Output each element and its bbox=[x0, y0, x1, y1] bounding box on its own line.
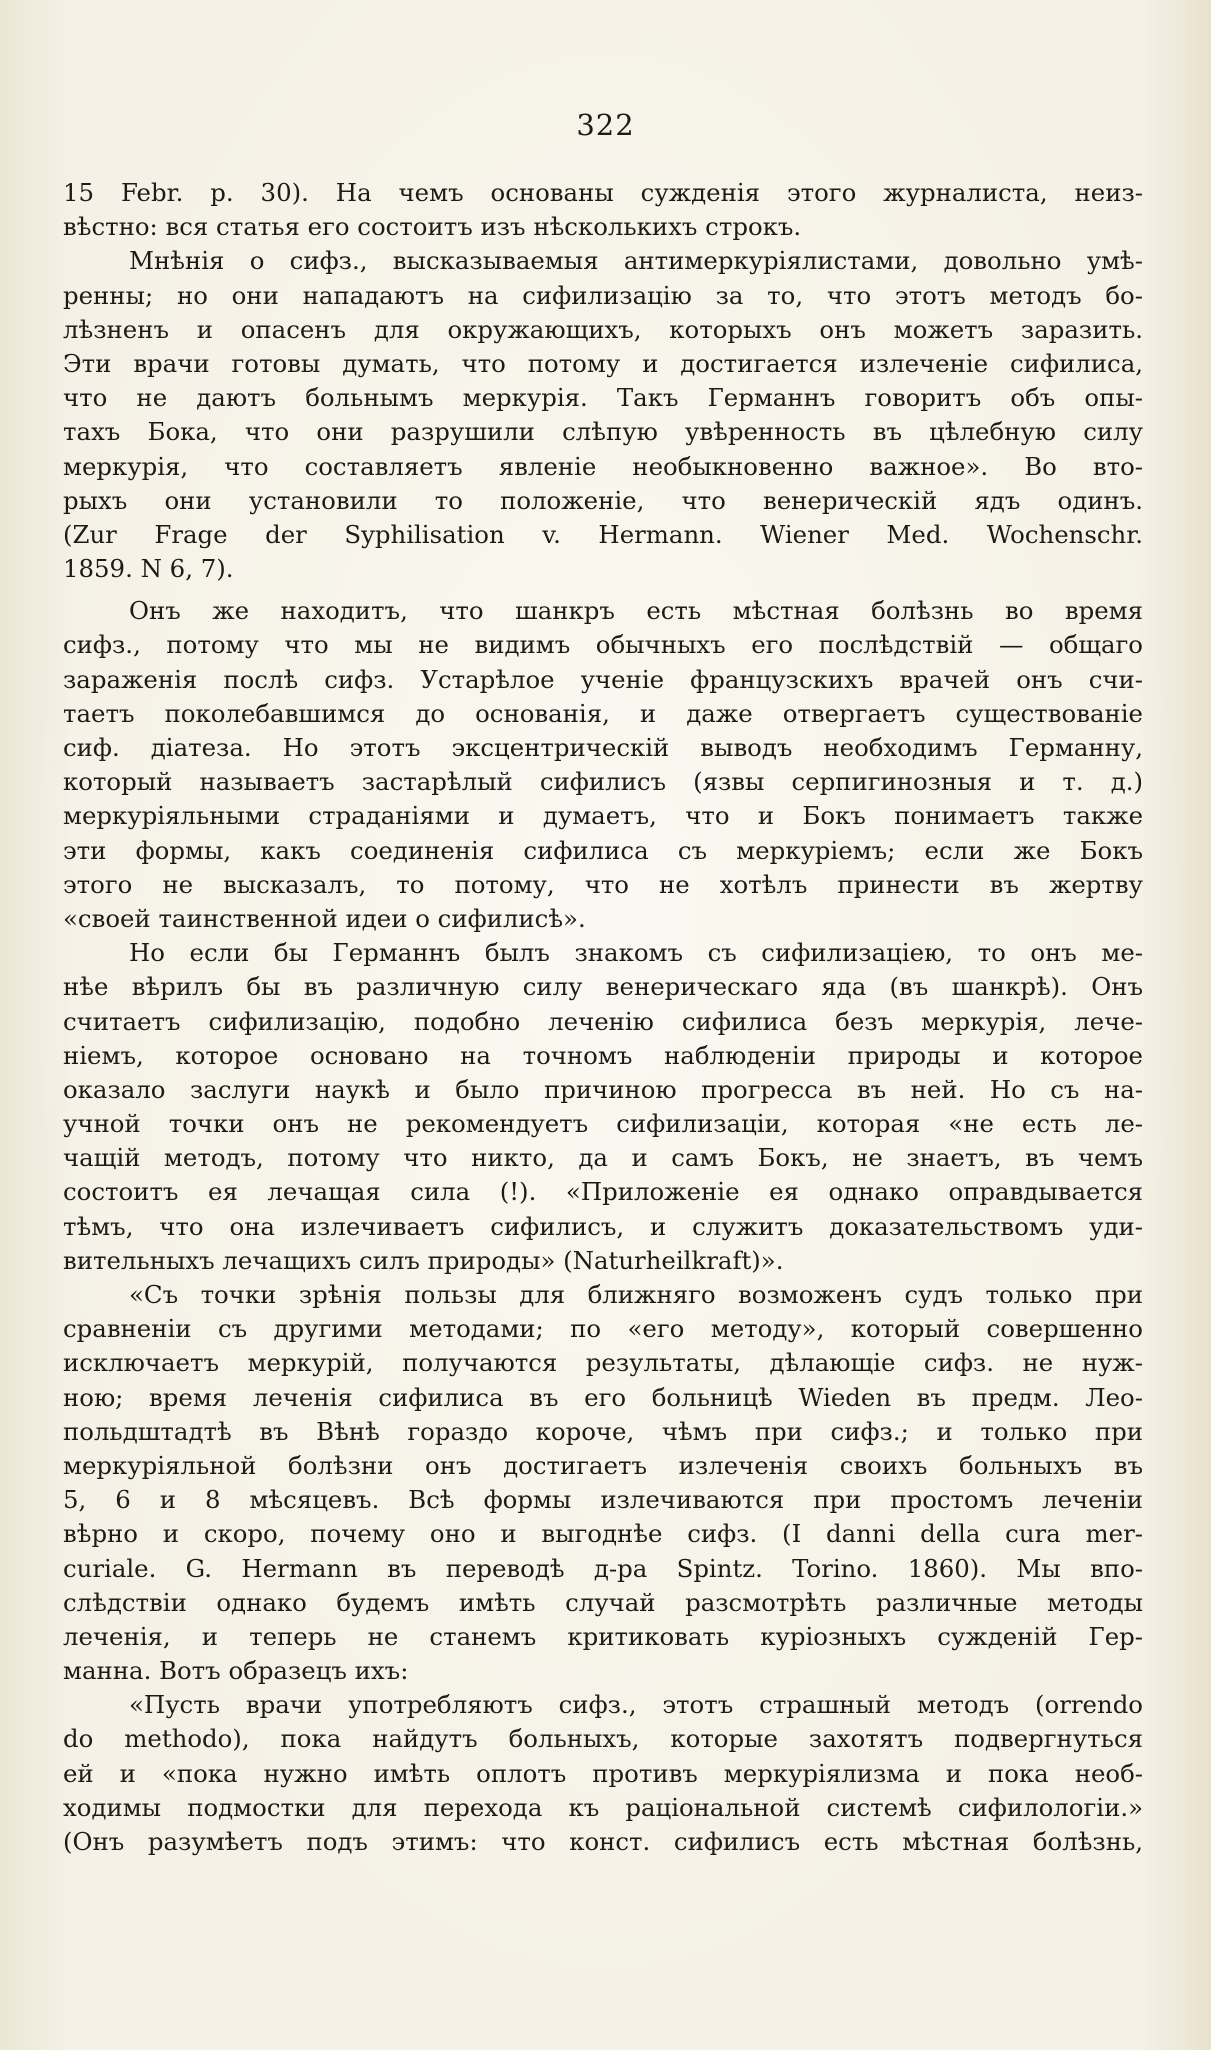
text-line: ніемъ, которое основано на точномъ наблюденіи природы и которое bbox=[63, 1040, 1143, 1070]
text-line: вительныхъ лечащихъ силъ природы» (Naturheilkraft)». bbox=[63, 1245, 784, 1275]
text-line: зараженія послѣ сифз. Устарѣлое ученіе французскихъ врачей онъ счи- bbox=[63, 664, 1143, 694]
text-line: польдштадтѣ въ Вѣнѣ гораздо короче, чѣмъ при сифз.; и только при bbox=[63, 1416, 1143, 1446]
text-line: ей и «пока нужно имѣть оплотъ противъ меркуріялизма и пока необ- bbox=[63, 1758, 1143, 1788]
paragraph-start-line: «Съ точки зрѣнія пользы для ближняго возможенъ судъ только при bbox=[129, 1280, 1143, 1309]
text-line: curiale. G. Hermann въ переводѣ д-ра Spintz. Torino. 1860). Мы впо- bbox=[63, 1553, 1143, 1583]
text-line: ренны; но они нападаютъ на сифилизацію за то, что этотъ методъ бо- bbox=[63, 280, 1143, 310]
text-line: эти формы, какъ соединенія сифилиса съ меркуріемъ; если же Бокъ bbox=[63, 835, 1143, 865]
text-line: 1859. N 6, 7). bbox=[63, 554, 234, 584]
text-line: сиф. діатеза. Но этотъ эксцентрическій выводъ необходимъ Германну, bbox=[63, 733, 1143, 762]
text-line: (Онъ разумѣетъ подъ этимъ: что конст. сифилисъ есть мѣстная болѣзнь, bbox=[63, 1827, 1143, 1856]
text-line: этого не высказалъ, то потому, что не хотѣлъ принести въ жертву bbox=[63, 869, 1143, 899]
text-line: чащій методъ, потому что никто, да и самъ Бокъ, не знаетъ, въ чемъ bbox=[63, 1143, 1143, 1173]
text-line: состоитъ ея лечащая сила (!). «Приложеніе ея однако оправдывается bbox=[63, 1177, 1143, 1207]
text-line: ходимы подмостки для перехода къ раціональной системѣ сифилологіи.» bbox=[63, 1792, 1143, 1822]
text-line: таетъ поколебавшимся до основанія, и даже отвергаетъ существованіе bbox=[63, 698, 1143, 728]
paragraph-start-line: Онъ же находитъ, что шанкръ есть мѣстная болѣзнь во время bbox=[129, 596, 1143, 626]
text-line: который называетъ застарѣлый сифилисъ (язвы серпигинозныя и т. д.) bbox=[63, 767, 1143, 797]
text-line: рыхъ они установили то положеніе, что венерическій ядъ одинъ. bbox=[63, 485, 1143, 515]
text-line: 15 Febr. p. 30). На чемъ основаны сужденія этого журналиста, неиз- bbox=[63, 178, 1143, 207]
text-line: манна. Вотъ образецъ ихъ: bbox=[63, 1656, 409, 1686]
text-line: do methodo), пока найдутъ больныхъ, которые захотятъ подвергнуться bbox=[63, 1724, 1143, 1754]
text-line: «своей таинственной идеи о сифилисѣ». bbox=[63, 903, 586, 933]
text-line: сравненіи съ другими методами; по «его методу», который совершенно bbox=[63, 1314, 1143, 1344]
paragraph-start-line: «Пусть врачи употребляютъ сифз., этотъ страшный методъ (orrendo bbox=[129, 1690, 1143, 1720]
text-line: меркуріяльной болѣзни онъ достигаетъ излеченія своихъ больныхъ въ bbox=[63, 1450, 1143, 1480]
body-text bbox=[63, 176, 1143, 1859]
text-line: Эти врачи готовы думать, что потому и достигается излеченіе сифилиса, bbox=[63, 348, 1143, 378]
text-line: тахъ Бока, что они разрушили слѣпую увѣренность въ цѣлебную силу bbox=[63, 417, 1143, 447]
text-line: слѣдствіи однако будемъ имѣть случай разсмотрѣть различные методы bbox=[63, 1587, 1143, 1617]
text-line: исключаетъ меркурій, получаются результаты, дѣлающіе сифз. не нуж- bbox=[63, 1348, 1143, 1378]
text-line: тѣмъ, что она излечиваетъ сифилисъ, и служитъ доказательствомъ уди- bbox=[63, 1211, 1143, 1241]
text-line: вѣрно и скоро, почему оно и выгоднѣе сифз. (I danni della cura mer- bbox=[63, 1519, 1143, 1549]
text-line: меркуріяльными страданіями и думаетъ, что и Бокъ понимаетъ также bbox=[63, 801, 1143, 831]
text-line: ною; время леченія сифилиса въ его больницѣ Wieden въ предм. Лео- bbox=[63, 1382, 1143, 1412]
text-line: вѣстно: вся статья его состоитъ изъ нѣсколькихъ строкъ. bbox=[63, 212, 802, 242]
page-number: 322 bbox=[576, 108, 635, 142]
paragraph-start-line: Мнѣнія о сифз., высказываемыя антимеркуріялистами, довольно умѣ- bbox=[129, 246, 1143, 276]
text-line: лѣзненъ и опасенъ для окружающихъ, которыхъ онъ можетъ заразить. bbox=[63, 314, 1143, 344]
text-line: что не даютъ больнымъ меркурія. Такъ Германнъ говоритъ объ опы- bbox=[63, 383, 1143, 413]
text-line: (Zur Frage der Syphilisation v. Hermann. Wiener Med. Wochenschr. bbox=[63, 519, 1143, 549]
text-line: оказало заслуги наукѣ и было причиною прогресса въ ней. Но съ на- bbox=[63, 1074, 1143, 1104]
paragraph-start-line: Но если бы Германнъ былъ знакомъ съ сифилизаціею, то онъ ме- bbox=[129, 938, 1143, 968]
text-line: меркурія, что составляетъ явленіе необыкновенно важное». Во вто- bbox=[63, 451, 1143, 481]
text-line: леченія, и теперь не станемъ критиковать куріозныхъ сужденій Гер- bbox=[63, 1621, 1143, 1651]
text-line: нѣе вѣрилъ бы въ различную силу венерическаго яда (въ шанкрѣ). Онъ bbox=[63, 972, 1143, 1002]
text-line: учной точки онъ не рекомендуетъ сифилизаціи, которая «не есть ле- bbox=[63, 1109, 1143, 1139]
text-line: 5, 6 и 8 мѣсяцевъ. Всѣ формы излечиваются при простомъ леченіи bbox=[63, 1485, 1143, 1515]
text-line: сифз., потому что мы не видимъ обычныхъ его послѣдствій — общаго bbox=[63, 630, 1143, 660]
text-line: считаетъ сифилизацію, подобно леченію сифилиса безъ меркурія, лече- bbox=[63, 1006, 1143, 1036]
